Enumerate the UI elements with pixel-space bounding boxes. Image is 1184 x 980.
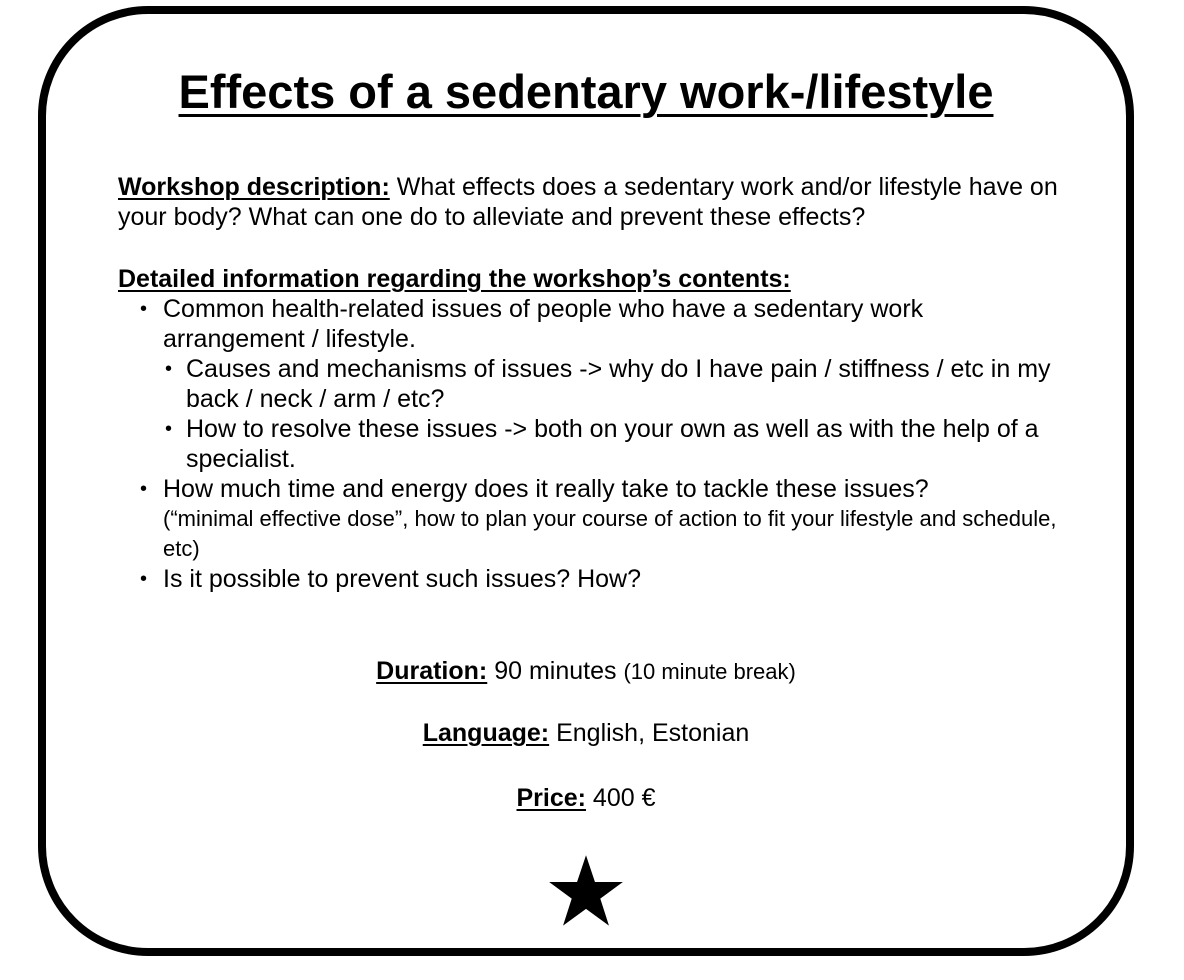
- sub-list-item-text: How to resolve these issues -> both on your own as well as with the help of a specialist.: [186, 415, 1039, 473]
- language-line: [0, 718, 1172, 748]
- bullet-icon: •: [165, 418, 173, 440]
- bullet-icon: •: [140, 478, 148, 500]
- list-item-text: Is it possible to prevent such issues? How?: [163, 565, 642, 593]
- description-label: Workshop description:: [118, 173, 390, 201]
- list-item-text: Common health-related issues of people who have a sedentary work arrangement / lifestyle.: [163, 295, 924, 353]
- page-title: Effects of a sedentary work-/lifestyle: [178, 65, 994, 118]
- details-list: [118, 294, 1068, 594]
- language-value: English, Estonian: [549, 719, 750, 747]
- list-item-text: How much time and energy does it really take to tackle these issues?: [163, 475, 929, 503]
- details-heading: Detailed information regarding the workshop’s contents:: [118, 265, 791, 293]
- bullet-icon: •: [140, 568, 148, 590]
- sub-list-item: [163, 354, 1068, 414]
- price-label: Price:: [516, 784, 586, 812]
- price-line: [0, 783, 1172, 813]
- list-item-note: (“minimal effective dose”, how to plan your course of action to fit your lifestyle and schedule, etc): [163, 506, 1057, 561]
- language-label: Language:: [422, 719, 550, 747]
- sub-list: [163, 354, 1068, 474]
- duration-line: [0, 656, 1172, 687]
- sub-list-item: [163, 414, 1068, 474]
- list-item: [118, 564, 1068, 594]
- duration-note: (10 minute break): [623, 659, 796, 684]
- workshop-description: [118, 172, 1068, 232]
- list-item: [118, 474, 1068, 564]
- sub-list-item-text: Causes and mechanisms of issues -> why do I have pain / stiffness / etc in my back / neck / arm / etc?: [186, 355, 1051, 413]
- duration-value: 90 minutes: [487, 657, 624, 685]
- workshop-content: [118, 172, 1068, 594]
- star-icon: [548, 853, 624, 929]
- bullet-icon: •: [165, 358, 173, 380]
- description-text: What effects does a sedentary work and/or lifestyle have on your body? What can one do to alleviate and prevent these effects?: [118, 173, 1058, 231]
- list-item: [118, 294, 1068, 474]
- bullet-icon: •: [140, 298, 148, 320]
- price-value: 400 €: [585, 784, 656, 812]
- duration-label: Duration:: [376, 657, 488, 685]
